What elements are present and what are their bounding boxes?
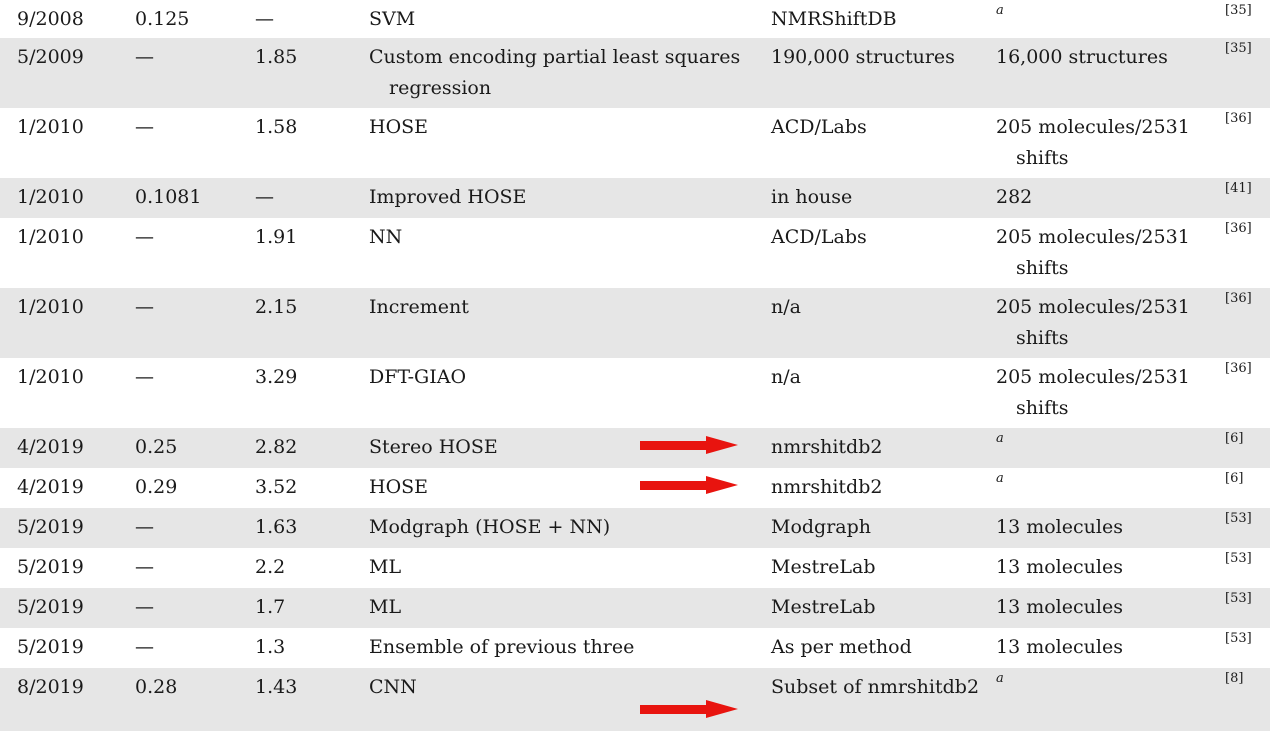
reference-cell: [36] [1225, 111, 1252, 126]
value-cell-b: 1.7 [255, 596, 286, 618]
test-set-cell: 205 molecules/2531 shifts [996, 296, 1190, 349]
value-cell-b: 2.82 [255, 436, 298, 458]
value-cell-b: 1.63 [255, 516, 298, 538]
method-cell: Custom encoding partial least squares regression [369, 46, 741, 99]
value-cell-b: 2.2 [255, 556, 286, 578]
value-cell-a: — [135, 596, 154, 618]
method-cell: Stereo HOSE [369, 436, 498, 458]
test-set-cell: 13 molecules [996, 516, 1123, 538]
method-cell: ML [369, 596, 402, 618]
training-set-cell: ACD/Labs [771, 116, 867, 138]
method-cell: DFT-GIAO [369, 366, 467, 388]
training-set-cell: nmrshitdb2 [771, 476, 883, 498]
training-set-cell: MestreLab [771, 596, 876, 618]
value-cell-a: 0.25 [135, 436, 178, 458]
date-cell: 5/2019 [17, 636, 84, 658]
test-set-cell: 282 [996, 186, 1033, 208]
table-row [0, 548, 1270, 588]
value-cell-b: 2.15 [255, 296, 298, 318]
value-cell-b: 1.3 [255, 636, 286, 658]
method-cell: Ensemble of previous three [369, 636, 635, 658]
reference-cell: [6] [1225, 431, 1244, 446]
value-cell-a: — [135, 516, 154, 538]
training-set-cell: Modgraph [771, 516, 872, 538]
date-cell: 5/2019 [17, 556, 84, 578]
table-row [0, 508, 1270, 548]
value-cell-a: — [135, 636, 154, 658]
table-row [0, 178, 1270, 218]
date-cell: 5/2019 [17, 596, 84, 618]
table-row [0, 428, 1270, 468]
value-cell-b: — [255, 186, 274, 208]
value-cell-a: 0.29 [135, 476, 178, 498]
date-cell: 4/2019 [17, 476, 84, 498]
date-cell: 1/2010 [17, 366, 84, 388]
table-row [0, 38, 1270, 108]
value-cell-a: — [135, 226, 154, 248]
training-set-cell: nmrshitdb2 [771, 436, 883, 458]
reference-cell: [41] [1225, 181, 1252, 196]
method-cell: Modgraph (HOSE + NN) [369, 516, 611, 538]
red-arrow-icon [640, 436, 740, 454]
method-cell: ML [369, 556, 402, 578]
test-set-cell: 205 molecules/2531 shifts [996, 366, 1190, 419]
training-set-cell: in house [771, 186, 853, 208]
value-cell-b: 1.58 [255, 116, 298, 138]
reference-cell: [35] [1225, 41, 1252, 56]
reference-cell: [36] [1225, 291, 1252, 306]
method-cell: NN [369, 226, 403, 248]
value-cell-b: 3.29 [255, 366, 298, 388]
date-cell: 5/2009 [17, 46, 84, 68]
test-set-cell: 13 molecules [996, 556, 1123, 578]
training-set-cell: Subset of nmrshitdb2 [771, 676, 980, 698]
value-cell-a: 0.28 [135, 676, 178, 698]
date-cell: 1/2010 [17, 226, 84, 248]
table-row [0, 468, 1270, 508]
date-cell: 1/2010 [17, 296, 84, 318]
method-cell: SVM [369, 8, 416, 30]
method-cell: Improved HOSE [369, 186, 527, 208]
table-row [0, 288, 1270, 358]
training-set-cell: NMRShiftDB [771, 8, 897, 30]
reference-cell: [53] [1225, 631, 1252, 646]
value-cell-b: — [255, 8, 274, 30]
footnote-marker: a [996, 431, 1004, 446]
training-set-cell: MestreLab [771, 556, 876, 578]
table-row [0, 668, 1270, 731]
method-cell: CNN [369, 676, 417, 698]
footnote-marker: a [996, 3, 1004, 18]
table-row [0, 0, 1270, 38]
method-cell: HOSE [369, 476, 429, 498]
reference-cell: [53] [1225, 551, 1252, 566]
value-cell-b: 1.91 [255, 226, 298, 248]
value-cell-b: 3.52 [255, 476, 298, 498]
training-set-cell: n/a [771, 296, 801, 318]
footnote-marker: a [996, 471, 1004, 486]
date-cell: 1/2010 [17, 186, 84, 208]
table-row [0, 588, 1270, 628]
reference-cell: [35] [1225, 3, 1252, 18]
value-cell-a: — [135, 556, 154, 578]
value-cell-a: 0.125 [135, 8, 190, 30]
footnote-marker: a [996, 671, 1004, 686]
table-row [0, 628, 1270, 668]
reference-cell: [8] [1225, 671, 1244, 686]
date-cell: 9/2008 [17, 8, 84, 30]
table-row [0, 358, 1270, 428]
date-cell: 8/2019 [17, 676, 84, 698]
value-cell-a: — [135, 46, 154, 68]
value-cell-b: 1.43 [255, 676, 298, 698]
test-set-cell: 205 molecules/2531 shifts [996, 116, 1190, 169]
training-set-cell: n/a [771, 366, 801, 388]
method-cell: Increment [369, 296, 469, 318]
table-row [0, 218, 1270, 288]
value-cell-b: 1.85 [255, 46, 298, 68]
test-set-cell: 13 molecules [996, 596, 1123, 618]
value-cell-a: 0.1081 [135, 186, 202, 208]
reference-cell: [36] [1225, 361, 1252, 376]
test-set-cell: 13 molecules [996, 636, 1123, 658]
method-cell: HOSE [369, 116, 429, 138]
red-arrow-icon [640, 476, 740, 494]
date-cell: 4/2019 [17, 436, 84, 458]
test-set-cell: 205 molecules/2531 shifts [996, 226, 1190, 279]
value-cell-a: — [135, 296, 154, 318]
reference-cell: [53] [1225, 511, 1252, 526]
test-set-cell: 16,000 structures [996, 46, 1168, 68]
date-cell: 1/2010 [17, 116, 84, 138]
value-cell-a: — [135, 116, 154, 138]
training-set-cell: ACD/Labs [771, 226, 867, 248]
table-row [0, 108, 1270, 178]
reference-cell: [6] [1225, 471, 1244, 486]
reference-cell: [53] [1225, 591, 1252, 606]
reference-cell: [36] [1225, 221, 1252, 236]
training-set-cell: 190,000 structures [771, 46, 955, 68]
value-cell-a: — [135, 366, 154, 388]
training-set-cell: As per method [771, 636, 912, 658]
red-arrow-icon [640, 700, 740, 718]
date-cell: 5/2019 [17, 516, 84, 538]
